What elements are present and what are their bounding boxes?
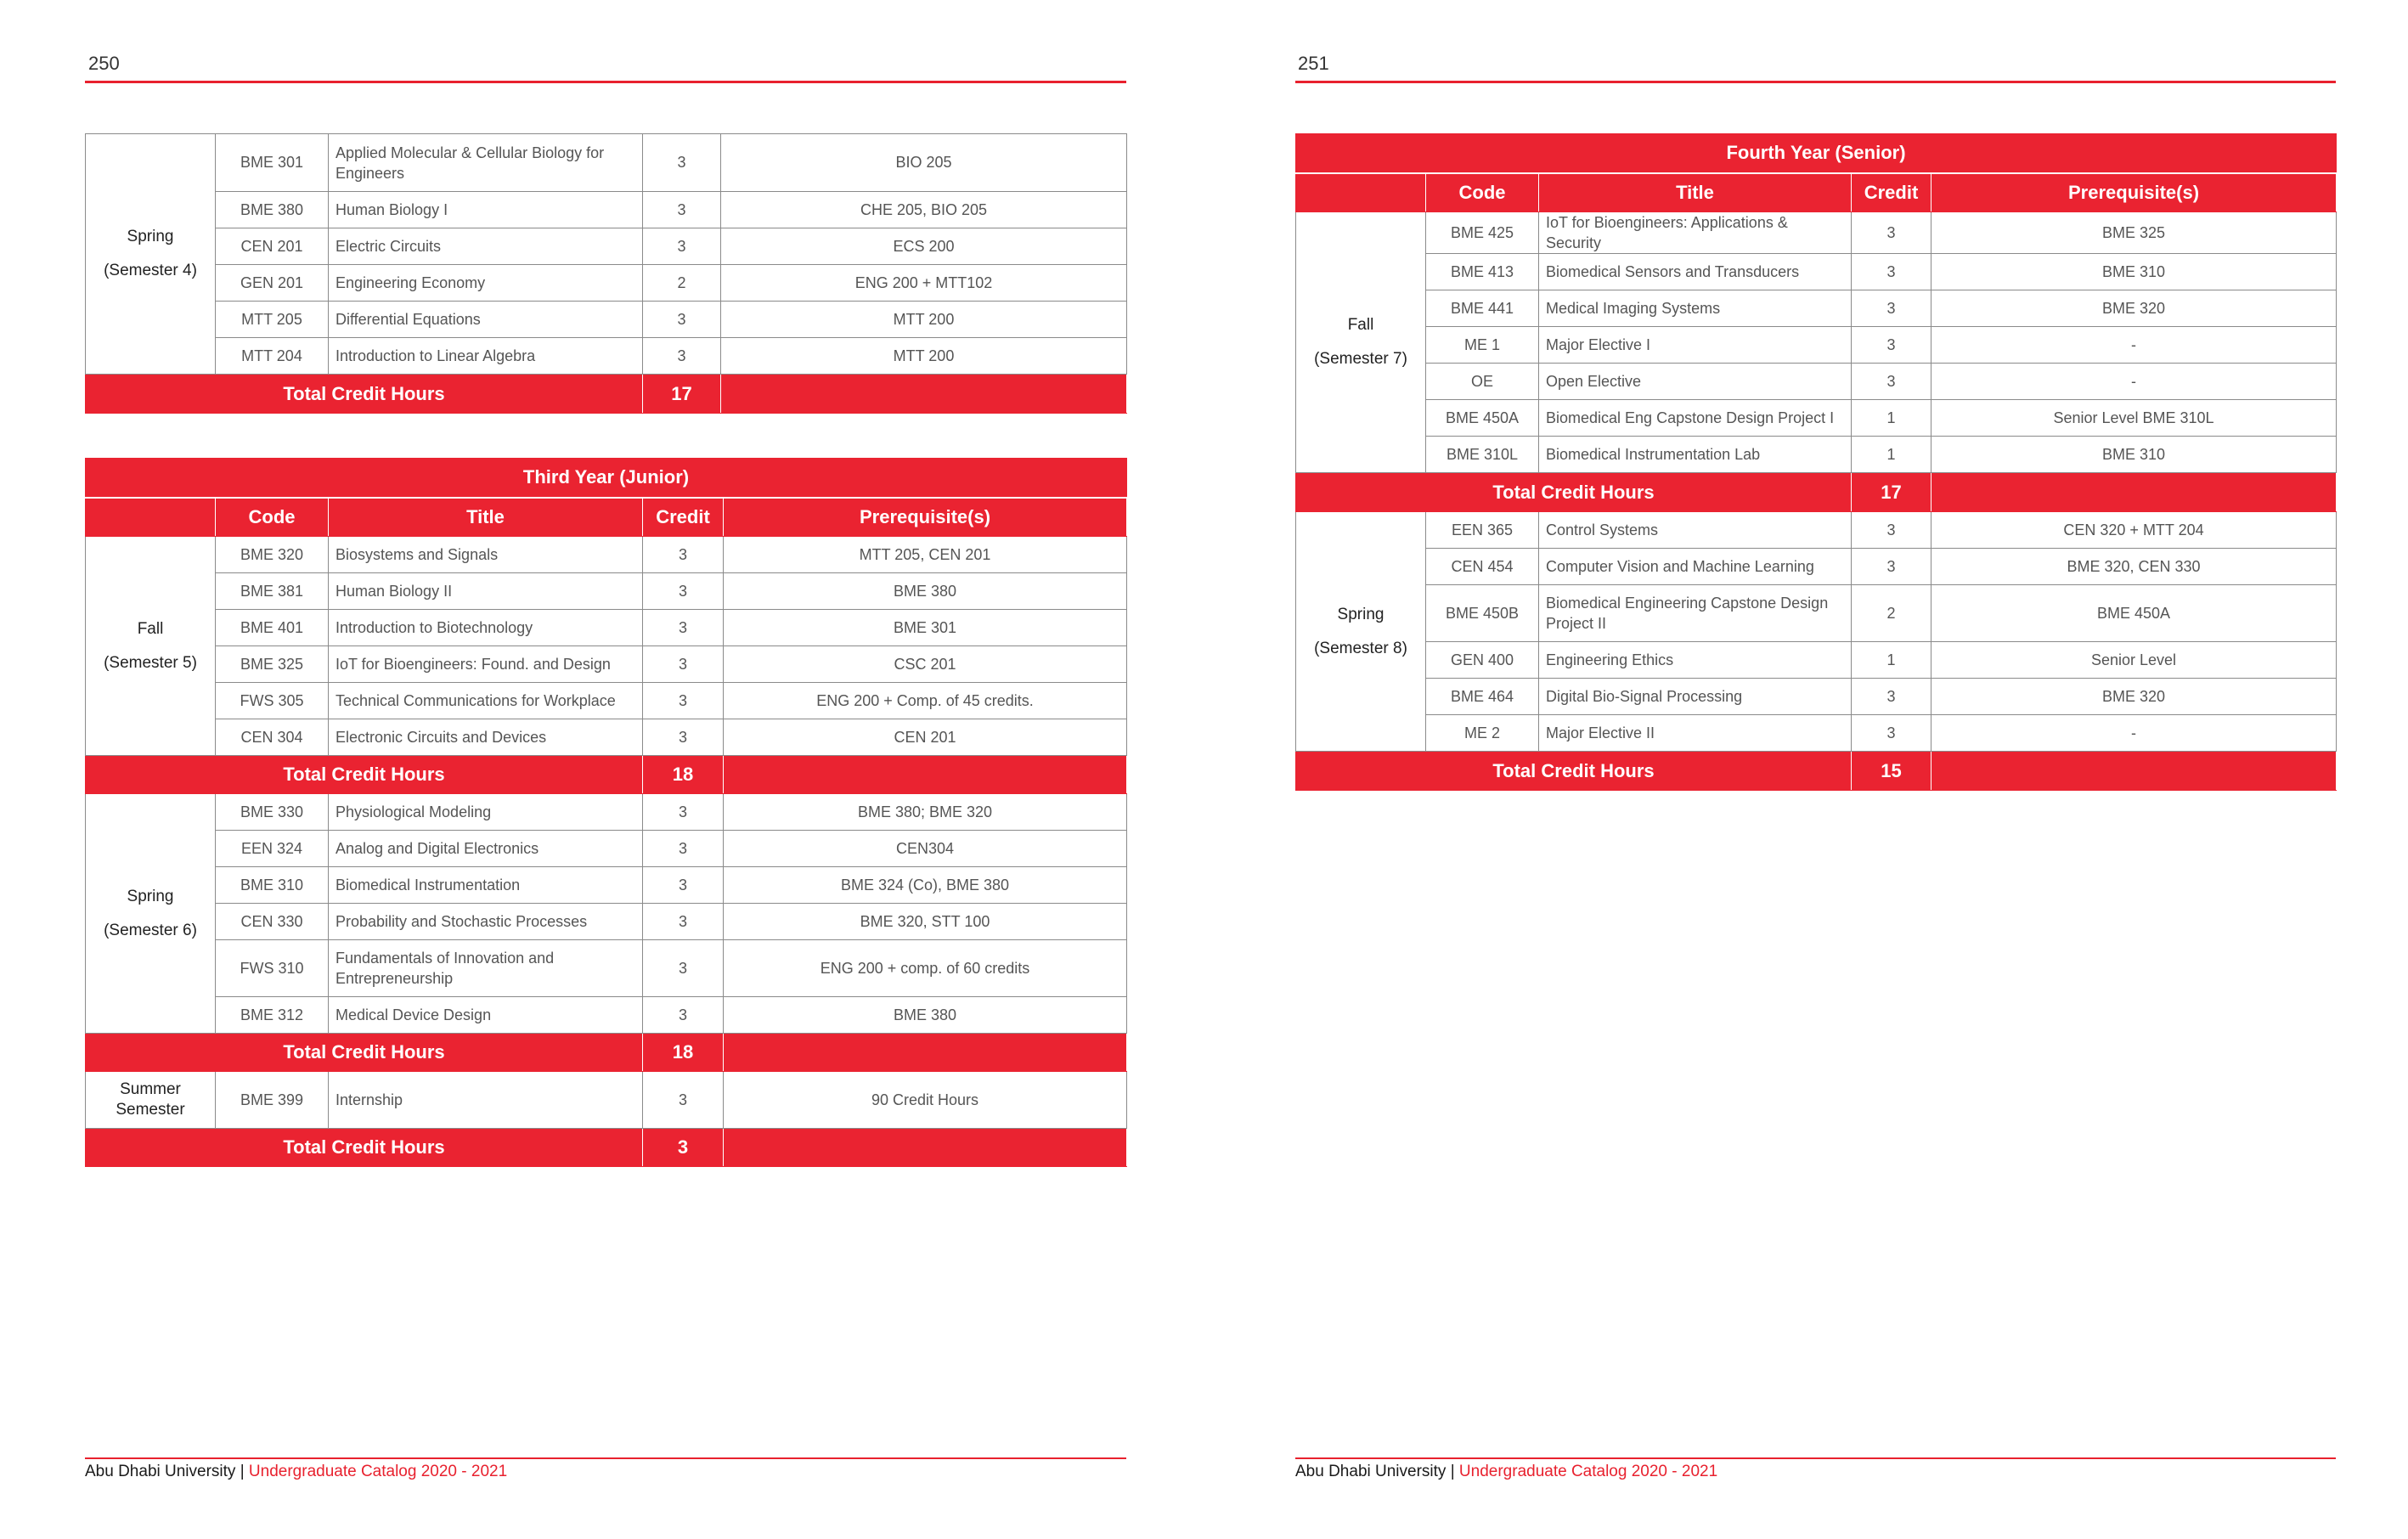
course-prereq: CSC 201 xyxy=(724,646,1127,683)
course-code: BME 401 xyxy=(216,610,329,646)
footer-catalog: Undergraduate Catalog 2020 - 2021 xyxy=(248,1463,508,1480)
course-code: BME 330 xyxy=(216,794,329,831)
course-code: BME 310 xyxy=(216,867,329,904)
course-credit: 1 xyxy=(1852,437,1931,473)
page-number: 251 xyxy=(1298,53,1329,74)
fourth-year-table xyxy=(1295,133,2337,791)
course-title: Human Biology I xyxy=(329,192,643,228)
course-title: Analog and Digital Electronics xyxy=(329,831,643,867)
course-title: Biomedical Instrumentation xyxy=(329,867,643,904)
course-prereq: ENG 200 + comp. of 60 credits xyxy=(724,940,1127,997)
course-prereq: CEN304 xyxy=(724,831,1127,867)
course-title: Digital Bio-Signal Processing xyxy=(1539,679,1852,715)
fourth-year-title: Fourth Year (Senior) xyxy=(1296,134,2337,173)
course-code: MTT 204 xyxy=(216,338,329,375)
course-credit: 3 xyxy=(643,719,724,756)
course-credit: 2 xyxy=(1852,585,1931,642)
course-prereq: CHE 205, BIO 205 xyxy=(721,192,1127,228)
total-row xyxy=(1296,473,2337,512)
total-row xyxy=(1296,752,2337,791)
course-code: FWS 305 xyxy=(216,683,329,719)
total-credits: 15 xyxy=(1852,752,1931,791)
course-prereq: BME 320 xyxy=(1931,290,2337,327)
course-code: BME 425 xyxy=(1426,212,1539,254)
course-prereq: ECS 200 xyxy=(721,228,1127,265)
course-credit: 3 xyxy=(643,134,721,192)
course-credit: 3 xyxy=(643,646,724,683)
course-title: Internship xyxy=(329,1072,643,1129)
footer-rule xyxy=(1295,1457,2336,1459)
total-credits: 18 xyxy=(643,756,724,794)
course-prereq: ENG 200 + MTT102 xyxy=(721,265,1127,302)
course-code: MTT 205 xyxy=(216,302,329,338)
footer-rule xyxy=(85,1457,1126,1459)
course-title: Probability and Stochastic Processes xyxy=(329,904,643,940)
course-code: BME 450A xyxy=(1426,400,1539,437)
course-title: Open Elective xyxy=(1539,364,1852,400)
course-prereq: BME 310 xyxy=(1931,437,2337,473)
course-code: GEN 400 xyxy=(1426,642,1539,679)
course-prereq: BME 450A xyxy=(1931,585,2337,642)
course-credit: 3 xyxy=(643,338,721,375)
footer xyxy=(85,1463,507,1481)
spring-semester-4-table xyxy=(85,133,1127,414)
total-label: Total Credit Hours xyxy=(86,1034,643,1072)
course-code: BME 301 xyxy=(216,134,329,192)
course-credit: 1 xyxy=(1852,642,1931,679)
course-title: Biomedical Instrumentation Lab xyxy=(1539,437,1852,473)
course-title: Fundamentals of Innovation and Entrepreneurship xyxy=(329,940,643,997)
course-code: CEN 201 xyxy=(216,228,329,265)
course-prereq: CEN 320 + MTT 204 xyxy=(1931,512,2337,549)
course-code: EEN 324 xyxy=(216,831,329,867)
total-credits: 18 xyxy=(643,1034,724,1072)
total-row xyxy=(86,1034,1127,1072)
course-title: Biomedical Eng Capstone Design Project I xyxy=(1539,400,1852,437)
course-prereq: MTT 200 xyxy=(721,302,1127,338)
footer-institution: Abu Dhabi University xyxy=(1295,1463,1446,1480)
total-credits: 17 xyxy=(643,375,721,414)
course-prereq: BME 301 xyxy=(724,610,1127,646)
course-title: Medical Imaging Systems xyxy=(1539,290,1852,327)
course-credit: 3 xyxy=(643,683,724,719)
course-credit: 3 xyxy=(1852,715,1931,752)
course-prereq: BME 320, CEN 330 xyxy=(1931,549,2337,585)
course-title: Differential Equations xyxy=(329,302,643,338)
course-title: Electronic Circuits and Devices xyxy=(329,719,643,756)
course-prereq: BME 380 xyxy=(724,573,1127,610)
header-rule xyxy=(85,81,1126,83)
course-code: OE xyxy=(1426,364,1539,400)
course-title: Technical Communications for Workplace xyxy=(329,683,643,719)
right-page xyxy=(1204,0,2408,1539)
course-credit: 3 xyxy=(643,537,724,573)
course-credit: 3 xyxy=(643,867,724,904)
course-credit: 3 xyxy=(643,228,721,265)
course-prereq: BME 325 xyxy=(1931,212,2337,254)
course-credit: 3 xyxy=(1852,212,1931,254)
course-prereq: Senior Level BME 310L xyxy=(1931,400,2337,437)
course-credit: 3 xyxy=(1852,549,1931,585)
course-prereq: MTT 205, CEN 201 xyxy=(724,537,1127,573)
semester-label: Spring (Semester 4) xyxy=(86,134,216,375)
course-title: Major Elective II xyxy=(1539,715,1852,752)
course-title: Control Systems xyxy=(1539,512,1852,549)
total-credits: 3 xyxy=(643,1129,724,1167)
course-credit: 3 xyxy=(643,573,724,610)
course-code: BME 310L xyxy=(1426,437,1539,473)
course-prereq: BME 380 xyxy=(724,997,1127,1034)
course-title: Medical Device Design xyxy=(329,997,643,1034)
course-prereq: - xyxy=(1931,364,2337,400)
course-prereq: CEN 201 xyxy=(724,719,1127,756)
course-prereq: - xyxy=(1931,327,2337,364)
semester-label: Spring (Semester 8) xyxy=(1296,512,1426,752)
course-prereq: BME 380; BME 320 xyxy=(724,794,1127,831)
course-prereq: Senior Level xyxy=(1931,642,2337,679)
course-code: ME 1 xyxy=(1426,327,1539,364)
course-title: Human Biology II xyxy=(329,573,643,610)
course-code: CEN 454 xyxy=(1426,549,1539,585)
course-title: Applied Molecular & Cellular Biology for Engineers xyxy=(329,134,643,192)
course-credit: 3 xyxy=(643,192,721,228)
course-title: Engineering Ethics xyxy=(1539,642,1852,679)
footer-separator: | xyxy=(240,1463,245,1480)
course-title: Introduction to Biotechnology xyxy=(329,610,643,646)
course-prereq: BME 324 (Co), BME 380 xyxy=(724,867,1127,904)
course-title: Biomedical Sensors and Transducers xyxy=(1539,254,1852,290)
course-prereq: 90 Credit Hours xyxy=(724,1072,1127,1129)
col-prereq-header: Prerequisite(s) xyxy=(724,498,1127,537)
course-prereq: BIO 205 xyxy=(721,134,1127,192)
course-prereq: - xyxy=(1931,715,2337,752)
total-label: Total Credit Hours xyxy=(86,756,643,794)
course-title: Engineering Economy xyxy=(329,265,643,302)
course-prereq: BME 310 xyxy=(1931,254,2337,290)
course-credit: 3 xyxy=(1852,364,1931,400)
total-credits: 17 xyxy=(1852,473,1931,512)
course-credit: 1 xyxy=(1852,400,1931,437)
course-credit: 3 xyxy=(1852,290,1931,327)
total-label: Total Credit Hours xyxy=(1296,752,1852,791)
course-code: BME 450B xyxy=(1426,585,1539,642)
third-year-table xyxy=(85,458,1127,1167)
course-credit: 3 xyxy=(643,794,724,831)
course-code: BME 381 xyxy=(216,573,329,610)
course-credit: 3 xyxy=(643,1072,724,1129)
course-credit: 3 xyxy=(643,831,724,867)
semester-label: Fall (Semester 7) xyxy=(1296,212,1426,473)
course-prereq: MTT 200 xyxy=(721,338,1127,375)
course-credit: 2 xyxy=(643,265,721,302)
col-prereq-header: Prerequisite(s) xyxy=(1931,173,2337,212)
course-code: CEN 304 xyxy=(216,719,329,756)
course-code: FWS 310 xyxy=(216,940,329,997)
course-title: Introduction to Linear Algebra xyxy=(329,338,643,375)
course-credit: 3 xyxy=(643,997,724,1034)
course-code: EEN 365 xyxy=(1426,512,1539,549)
third-year-title: Third Year (Junior) xyxy=(86,459,1127,498)
total-row xyxy=(86,756,1127,794)
course-credit: 3 xyxy=(643,904,724,940)
total-label: Total Credit Hours xyxy=(86,1129,643,1167)
course-prereq: BME 320, STT 100 xyxy=(724,904,1127,940)
course-title: Computer Vision and Machine Learning xyxy=(1539,549,1852,585)
course-title: IoT for Bioengineers: Found. and Design xyxy=(329,646,643,683)
footer xyxy=(1295,1463,1717,1481)
course-credit: 3 xyxy=(643,302,721,338)
course-credit: 3 xyxy=(643,610,724,646)
semester-label: Spring (Semester 6) xyxy=(86,794,216,1034)
course-title: Biomedical Engineering Capstone Design Project II xyxy=(1539,585,1852,642)
footer-separator: | xyxy=(1450,1463,1455,1480)
course-code: BME 325 xyxy=(216,646,329,683)
course-code: ME 2 xyxy=(1426,715,1539,752)
course-code: BME 441 xyxy=(1426,290,1539,327)
total-row xyxy=(86,375,1127,414)
total-row xyxy=(86,1129,1127,1167)
total-label: Total Credit Hours xyxy=(86,375,643,414)
page-number: 250 xyxy=(88,53,120,74)
col-title-header: Title xyxy=(1539,173,1852,212)
course-prereq: BME 320 xyxy=(1931,679,2337,715)
course-code: CEN 330 xyxy=(216,904,329,940)
course-code: BME 380 xyxy=(216,192,329,228)
course-code: GEN 201 xyxy=(216,265,329,302)
course-credit: 3 xyxy=(1852,327,1931,364)
course-code: BME 312 xyxy=(216,997,329,1034)
course-prereq: ENG 200 + Comp. of 45 credits. xyxy=(724,683,1127,719)
semester-label: Summer Semester xyxy=(86,1072,216,1129)
col-title-header: Title xyxy=(329,498,643,537)
total-label: Total Credit Hours xyxy=(1296,473,1852,512)
col-code-header: Code xyxy=(1426,173,1539,212)
course-code: BME 399 xyxy=(216,1072,329,1129)
course-title: Physiological Modeling xyxy=(329,794,643,831)
course-code: BME 413 xyxy=(1426,254,1539,290)
footer-institution: Abu Dhabi University xyxy=(85,1463,236,1480)
course-credit: 3 xyxy=(1852,254,1931,290)
course-code: BME 464 xyxy=(1426,679,1539,715)
course-credit: 3 xyxy=(1852,679,1931,715)
course-code: BME 320 xyxy=(216,537,329,573)
semester-label: Fall (Semester 5) xyxy=(86,537,216,756)
col-credit-header: Credit xyxy=(643,498,724,537)
course-title: Electric Circuits xyxy=(329,228,643,265)
course-title: IoT for Bioengineers: Applications & Security xyxy=(1539,212,1852,254)
header-rule xyxy=(1295,81,2336,83)
footer-catalog: Undergraduate Catalog 2020 - 2021 xyxy=(1458,1463,1718,1480)
course-credit: 3 xyxy=(643,940,724,997)
course-title: Major Elective I xyxy=(1539,327,1852,364)
col-credit-header: Credit xyxy=(1852,173,1931,212)
course-credit: 3 xyxy=(1852,512,1931,549)
course-title: Biosystems and Signals xyxy=(329,537,643,573)
col-code-header: Code xyxy=(216,498,329,537)
